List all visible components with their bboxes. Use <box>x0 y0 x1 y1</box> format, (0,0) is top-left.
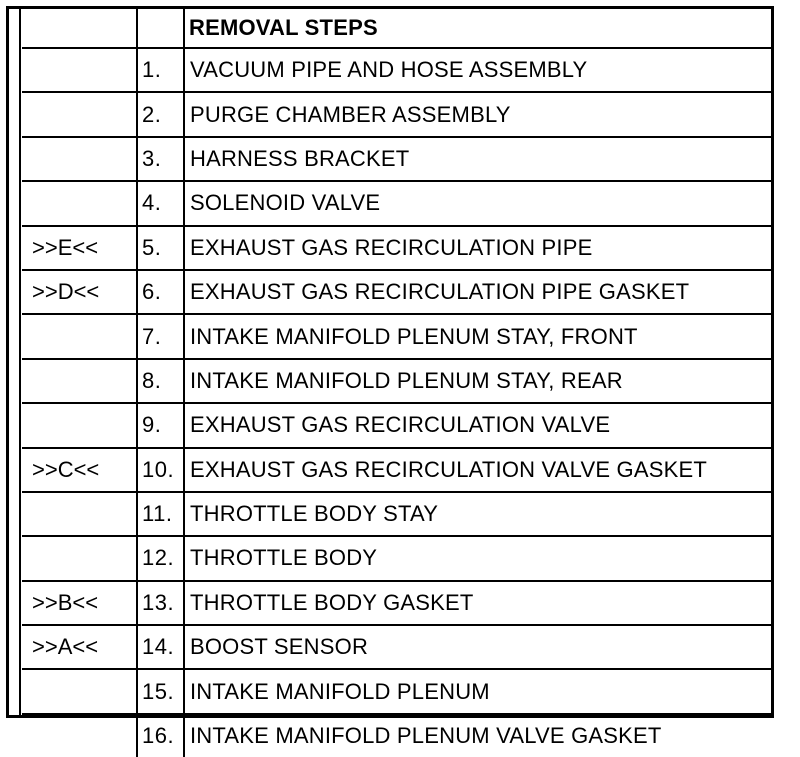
table-row <box>22 448 771 492</box>
table-title: REMOVAL STEPS <box>184 9 771 48</box>
table-row <box>22 536 771 580</box>
reference-label <box>22 403 137 447</box>
step-description: PURGE CHAMBER ASSEMBLY <box>184 92 771 136</box>
reference-label <box>22 492 137 536</box>
reference-label <box>22 714 137 757</box>
reference-label: >>B<< <box>22 581 137 625</box>
step-number: 4. <box>137 181 184 225</box>
reference-label <box>22 92 137 136</box>
removal-steps-table <box>22 9 771 757</box>
step-number: 12. <box>137 536 184 580</box>
step-number: 3. <box>137 137 184 181</box>
header-ref-cell <box>22 9 137 48</box>
step-description: SOLENOID VALVE <box>184 181 771 225</box>
step-description: INTAKE MANIFOLD PLENUM VALVE GASKET <box>190 723 662 749</box>
reference-label: >>D<< <box>22 270 137 314</box>
step-description: EXHAUST GAS RECIRCULATION VALVE GASKET <box>184 448 771 492</box>
header-num-cell <box>137 9 184 48</box>
table-row <box>22 92 771 136</box>
table-row <box>22 226 771 270</box>
step-description: EXHAUST GAS RECIRCULATION PIPE <box>184 226 771 270</box>
table-header-row <box>22 9 771 48</box>
table-row <box>22 625 771 669</box>
step-description: HARNESS BRACKET <box>184 137 771 181</box>
table-left-rule <box>19 9 21 715</box>
table-row <box>22 270 771 314</box>
table-row <box>22 359 771 403</box>
reference-label <box>22 314 137 358</box>
step-description: INTAKE MANIFOLD PLENUM STAY, FRONT <box>184 314 771 358</box>
step-number: 9. <box>137 403 184 447</box>
reference-label: >>A<< <box>22 625 137 669</box>
table-row <box>22 48 771 92</box>
step-number: 16. <box>137 714 184 757</box>
step-description: BOOST SENSOR <box>184 625 771 669</box>
step-number: 2. <box>137 92 184 136</box>
step-number: 6. <box>137 270 184 314</box>
table-row <box>22 669 771 713</box>
table-row <box>22 714 771 757</box>
table-row <box>22 181 771 225</box>
step-number: 14. <box>137 625 184 669</box>
step-number: 8. <box>137 359 184 403</box>
reference-label: >>E<< <box>22 226 137 270</box>
reference-label <box>22 48 137 92</box>
step-number: 1. <box>137 48 184 92</box>
step-description: EXHAUST GAS RECIRCULATION VALVE <box>184 403 771 447</box>
table-row <box>22 314 771 358</box>
step-number: 7. <box>137 314 184 358</box>
step-description: INTAKE MANIFOLD PLENUM STAY, REAR <box>184 359 771 403</box>
step-description: EXHAUST GAS RECIRCULATION PIPE GASKET <box>184 270 771 314</box>
step-number: 5. <box>137 226 184 270</box>
reference-label <box>22 669 137 713</box>
step-number: 10. <box>137 448 184 492</box>
step-description: THROTTLE BODY GASKET <box>184 581 771 625</box>
table-row <box>22 403 771 447</box>
step-description: INTAKE MANIFOLD PLENUM <box>184 669 771 713</box>
step-number: 15. <box>137 669 184 713</box>
reference-label <box>22 181 137 225</box>
table-row <box>22 492 771 536</box>
step-description: THROTTLE BODY <box>184 536 771 580</box>
reference-label <box>22 137 137 181</box>
reference-label: >>C<< <box>22 448 137 492</box>
removal-steps-table-frame <box>6 6 774 749</box>
table-row <box>22 137 771 181</box>
reference-label <box>22 536 137 580</box>
reference-label <box>22 359 137 403</box>
table-row <box>22 581 771 625</box>
step-description: THROTTLE BODY STAY <box>184 492 771 536</box>
step-description: VACUUM PIPE AND HOSE ASSEMBLY <box>184 48 771 92</box>
step-number: 11. <box>137 492 184 536</box>
step-number: 13. <box>137 581 184 625</box>
